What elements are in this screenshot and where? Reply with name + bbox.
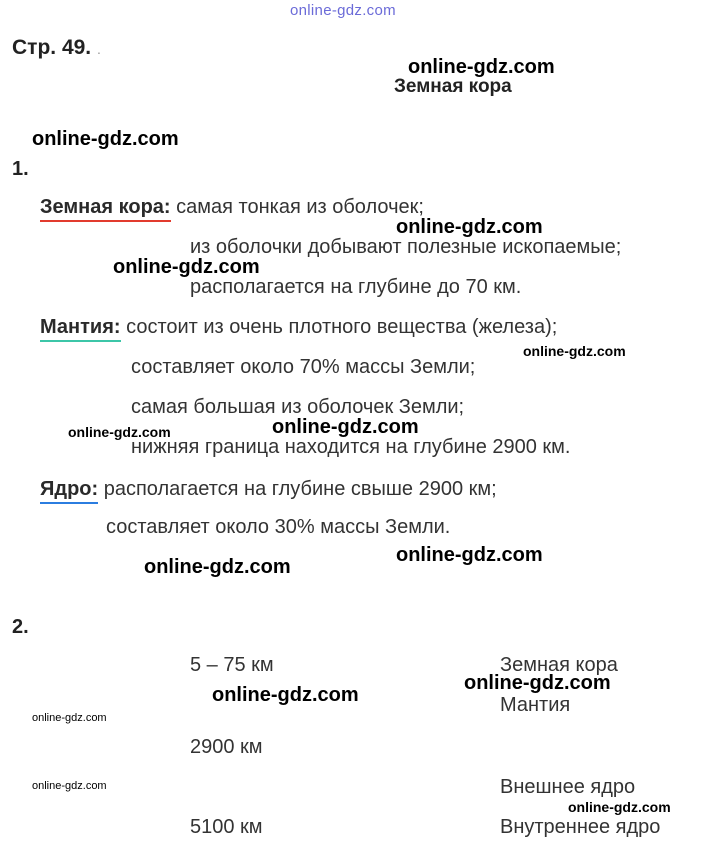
watermark: online-gdz.com: [32, 128, 179, 150]
task-1-number: 1.: [12, 158, 29, 180]
layer-outer-core: Внешнее ядро: [500, 776, 636, 798]
mantle-fact-1: состоит из очень плотного вещества (железа);: [126, 316, 558, 338]
watermark: online-gdz.com: [212, 684, 359, 706]
header-dot: .: [96, 41, 101, 57]
core-term: Ядро:: [40, 478, 98, 504]
watermark-top: online-gdz.com: [290, 2, 396, 19]
task-2-number: 2.: [12, 616, 29, 638]
page-title: Земная кора: [394, 76, 512, 97]
crust-fact-2: из оболочки добывают полезные ископаемые;: [190, 236, 622, 258]
mantle-line-1: [40, 316, 557, 339]
layer-inner-core: Внутреннее ядро: [500, 816, 661, 838]
mantle-fact-2: составляет около 70% массы Земли;: [131, 356, 476, 378]
core-line-1: [40, 478, 497, 501]
page-header: [12, 36, 101, 60]
page-number: Стр. 49.: [12, 36, 92, 59]
watermark: online-gdz.com: [68, 424, 171, 440]
mantle-fact-3: самая большая из оболочек Земли;: [131, 396, 465, 418]
mantle-fact-4: нижняя граница находится на глубине 2900 км.: [131, 436, 571, 458]
depth-mantle: 2900 км: [190, 736, 263, 758]
watermark: online-gdz.com: [523, 343, 626, 359]
crust-line-1: [40, 196, 424, 219]
watermark: online-gdz.com: [396, 216, 543, 238]
crust-term: Земная кора:: [40, 196, 171, 222]
watermark: online-gdz.com: [464, 672, 611, 694]
crust-fact-3: располагается на глубине до 70 км.: [190, 276, 522, 298]
depth-core: 5100 км: [190, 816, 263, 838]
watermark: online-gdz.com: [568, 799, 671, 815]
core-fact-2: составляет около 30% массы Земли.: [106, 516, 451, 538]
depth-crust: 5 – 75 км: [190, 654, 274, 676]
layer-mantle: Мантия: [500, 694, 571, 716]
mantle-term: Мантия:: [40, 316, 121, 342]
watermark: online-gdz.com: [144, 556, 291, 578]
watermark: online-gdz.com: [396, 544, 543, 566]
watermark: online-gdz.com: [408, 56, 555, 78]
watermark: online-gdz.com: [113, 256, 260, 278]
layer-crust: Земная кора: [500, 654, 618, 676]
watermark: online-gdz.com: [32, 712, 107, 724]
watermark: online-gdz.com: [32, 780, 107, 792]
core-fact-1: располагается на глубине свыше 2900 км;: [103, 478, 497, 500]
crust-fact-1: самая тонкая из оболочек;: [176, 196, 424, 218]
watermark: online-gdz.com: [272, 416, 419, 438]
